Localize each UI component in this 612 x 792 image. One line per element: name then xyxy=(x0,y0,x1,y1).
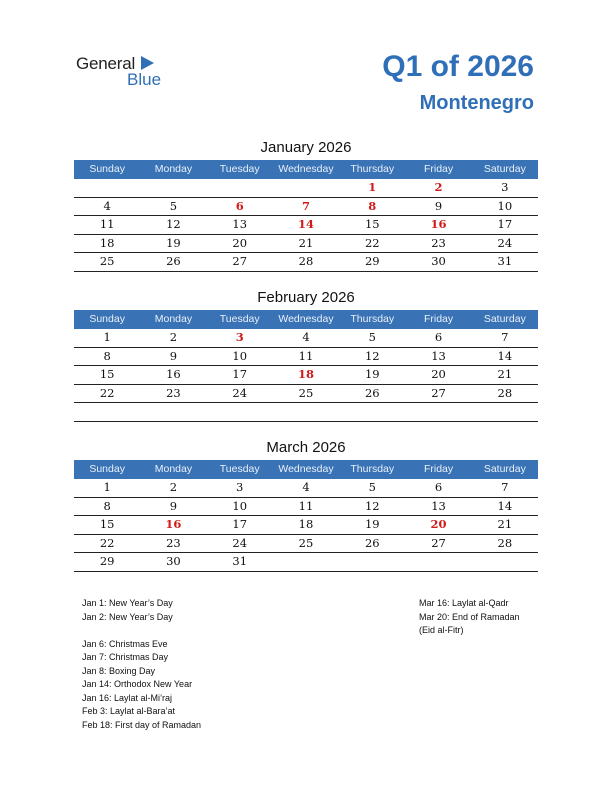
date-cell: 30 xyxy=(166,554,181,568)
week-row xyxy=(74,498,538,517)
date-cell: 16 xyxy=(166,367,181,381)
date-cell: 11 xyxy=(298,348,314,363)
date-cell: 2 xyxy=(169,480,178,494)
date-cell: 31 xyxy=(232,554,248,568)
date-cell: 4 xyxy=(103,198,111,213)
date-cell xyxy=(207,403,273,421)
holiday-date-cell: 3 xyxy=(235,330,244,344)
date-cell: 20 xyxy=(431,367,446,381)
date-cell: 15 xyxy=(99,517,115,531)
date-cell: 10 xyxy=(232,498,248,513)
weekday-label: Monday xyxy=(154,313,193,325)
date-cell: 9 xyxy=(434,198,443,213)
date-cell xyxy=(405,403,471,421)
holiday-note: Feb 3: Laylat al-Bara’at xyxy=(82,706,176,716)
weekday-label: Saturday xyxy=(483,463,526,475)
weekday-label: Monday xyxy=(154,163,193,175)
holiday-note: Jan 14: Orthodox New Year xyxy=(82,679,193,689)
holiday-date-cell: 16 xyxy=(430,217,447,231)
weekday-label: Friday xyxy=(423,163,454,175)
date-cell: 28 xyxy=(298,254,314,268)
date-cell xyxy=(339,403,405,421)
week-row xyxy=(74,253,538,272)
month-calendar xyxy=(74,437,538,572)
date-cell: 29 xyxy=(99,554,115,568)
holiday-note: Mar 20: End of Ramadan xyxy=(419,611,520,622)
date-cell: 5 xyxy=(169,198,178,213)
week-row xyxy=(74,553,538,572)
weekday-label: Tuesday xyxy=(219,463,260,475)
date-cell: 10 xyxy=(232,348,248,363)
month-calendar xyxy=(74,137,538,272)
week-row xyxy=(74,179,538,198)
date-cell: 13 xyxy=(431,498,446,513)
weekday-label: Sunday xyxy=(89,313,125,325)
date-cell xyxy=(339,553,405,571)
holiday-note: Feb 18: First day of Ramadan xyxy=(82,719,202,730)
page-title: Q1 of 2026 xyxy=(382,50,534,83)
holiday-note: Mar 16: Laylat al-Qadr xyxy=(419,598,509,608)
date-cell: 13 xyxy=(232,217,248,231)
weekday-header xyxy=(74,160,538,179)
month-calendar xyxy=(74,287,538,422)
weekday-label: Saturday xyxy=(483,313,526,325)
date-cell: 14 xyxy=(497,348,513,363)
holiday-date-cell: 7 xyxy=(301,198,310,213)
date-cell: 14 xyxy=(497,498,513,513)
holiday-note: Jan 2: New Year’s Day xyxy=(82,611,173,622)
date-cell xyxy=(405,553,471,571)
date-cell: 12 xyxy=(364,498,380,513)
date-cell: 5 xyxy=(368,330,376,344)
week-row xyxy=(74,385,538,404)
date-cell: 13 xyxy=(431,348,446,363)
date-cell xyxy=(472,403,538,421)
date-cell: 7 xyxy=(501,480,509,494)
week-row xyxy=(74,535,538,554)
date-cell: 9 xyxy=(169,348,178,363)
date-cell xyxy=(140,403,206,421)
date-cell: 19 xyxy=(166,235,181,250)
date-cell xyxy=(273,179,339,197)
holiday-date-cell: 6 xyxy=(235,198,244,213)
date-cell xyxy=(207,179,273,197)
holiday-date-cell: 8 xyxy=(368,198,377,213)
weekday-label: Saturday xyxy=(483,163,526,175)
date-cell: 12 xyxy=(166,217,181,231)
date-cell: 21 xyxy=(298,235,314,250)
date-cell: 9 xyxy=(169,498,178,513)
weekday-label: Wednesday xyxy=(278,313,334,325)
month-title: February 2026 xyxy=(257,289,355,306)
date-cell: 22 xyxy=(99,535,115,550)
date-cell: 1 xyxy=(103,330,111,344)
holiday-note xyxy=(82,624,201,638)
week-row xyxy=(74,329,538,348)
date-cell: 4 xyxy=(302,330,310,344)
date-cell: 29 xyxy=(364,254,380,268)
date-cell: 3 xyxy=(501,180,509,194)
date-cell: 22 xyxy=(364,235,380,250)
date-cell: 17 xyxy=(232,517,248,531)
holiday-note: (Eid al-Fitr) xyxy=(419,625,464,635)
weekday-label: Thursday xyxy=(350,463,395,475)
date-cell: 27 xyxy=(431,385,446,400)
date-cell: 4 xyxy=(302,480,310,494)
date-cell: 19 xyxy=(364,367,380,381)
date-cell: 25 xyxy=(99,254,115,268)
week-row xyxy=(74,479,538,498)
date-cell: 24 xyxy=(497,235,513,250)
date-cell: 5 xyxy=(368,480,376,494)
date-cell: 15 xyxy=(99,367,115,381)
date-cell: 10 xyxy=(497,198,513,213)
week-row xyxy=(74,235,538,254)
date-cell: 26 xyxy=(166,254,181,268)
date-cell: 8 xyxy=(103,348,111,363)
weekday-label: Tuesday xyxy=(219,313,260,325)
logo-blue-text: Blue xyxy=(127,70,162,89)
date-cell xyxy=(74,179,140,197)
holiday-date-cell: 14 xyxy=(297,217,314,231)
date-cell: 28 xyxy=(497,535,513,550)
date-cell: 27 xyxy=(431,535,446,550)
date-cell: 28 xyxy=(497,385,513,400)
date-cell: 25 xyxy=(298,385,314,400)
weekday-label: Wednesday xyxy=(278,163,334,175)
date-cell: 21 xyxy=(497,367,513,381)
holiday-note: Jan 7: Christmas Day xyxy=(82,652,169,662)
weekday-label: Sunday xyxy=(89,463,125,475)
week-row xyxy=(74,198,538,217)
country-name: Montenegro xyxy=(419,92,534,114)
weekday-label: Tuesday xyxy=(219,163,260,175)
date-cell: 3 xyxy=(236,480,244,494)
date-cell: 18 xyxy=(99,235,115,250)
date-cell: 19 xyxy=(364,517,380,531)
logo-flag-icon xyxy=(141,56,154,70)
date-cell: 27 xyxy=(232,254,248,268)
date-cell: 24 xyxy=(232,385,248,400)
date-cell xyxy=(273,553,339,571)
week-row xyxy=(74,216,538,235)
holiday-note: Jan 6: Christmas Eve xyxy=(82,638,168,649)
date-cell: 26 xyxy=(364,385,380,400)
week-row xyxy=(74,348,538,367)
date-cell: 11 xyxy=(298,498,314,513)
date-cell: 17 xyxy=(232,367,248,381)
week-row xyxy=(74,516,538,535)
weekday-label: Thursday xyxy=(350,163,395,175)
date-cell: 23 xyxy=(431,235,446,250)
date-cell: 8 xyxy=(103,498,111,513)
date-cell: 1 xyxy=(103,480,111,494)
logo-general-text: General xyxy=(76,54,136,73)
weekday-header xyxy=(74,460,538,479)
weekday-label: Friday xyxy=(423,313,454,325)
date-cell: 6 xyxy=(434,480,443,494)
date-cell: 31 xyxy=(497,254,513,268)
month-title: January 2026 xyxy=(260,139,352,156)
holiday-date-cell: 16 xyxy=(165,517,182,531)
holiday-date-cell: 2 xyxy=(434,180,443,194)
date-cell: 22 xyxy=(99,385,115,400)
logo xyxy=(76,54,176,90)
date-cell: 25 xyxy=(298,535,314,550)
date-cell: 15 xyxy=(364,217,380,231)
holiday-date-cell: 1 xyxy=(368,180,377,194)
week-row xyxy=(74,403,538,422)
date-cell: 17 xyxy=(497,217,513,231)
date-cell: 7 xyxy=(501,330,509,344)
date-cell: 6 xyxy=(434,330,443,344)
weekday-label: Friday xyxy=(423,463,454,475)
date-cell: 18 xyxy=(298,517,314,531)
weekday-label: Monday xyxy=(154,463,193,475)
date-cell: 2 xyxy=(169,330,178,344)
date-cell: 23 xyxy=(166,385,181,400)
week-row xyxy=(74,366,538,385)
date-cell: 21 xyxy=(497,517,513,531)
date-cell: 20 xyxy=(232,235,248,250)
month-title: March 2026 xyxy=(266,439,346,456)
date-cell xyxy=(74,403,140,421)
date-cell: 26 xyxy=(364,535,380,550)
holiday-notes-right xyxy=(419,597,520,638)
date-cell: 30 xyxy=(431,254,446,268)
holiday-note: Jan 1: New Year’s Day xyxy=(82,598,173,608)
holiday-note: Jan 8: Boxing Day xyxy=(82,665,156,676)
holiday-date-cell: 20 xyxy=(430,517,447,531)
date-cell: 12 xyxy=(364,348,380,363)
weekday-label: Wednesday xyxy=(278,463,334,475)
holiday-date-cell: 18 xyxy=(297,367,314,381)
weekday-header xyxy=(74,310,538,329)
date-cell: 24 xyxy=(232,535,248,550)
date-cell xyxy=(273,403,339,421)
date-cell: 11 xyxy=(99,217,115,231)
weekday-label: Thursday xyxy=(350,313,395,325)
holiday-notes-left xyxy=(82,597,201,732)
date-cell xyxy=(140,179,206,197)
weekday-label: Sunday xyxy=(89,163,125,175)
date-cell: 23 xyxy=(166,535,181,550)
date-cell xyxy=(472,553,538,571)
holiday-note: Jan 16: Laylat al-Mi’raj xyxy=(82,692,173,703)
